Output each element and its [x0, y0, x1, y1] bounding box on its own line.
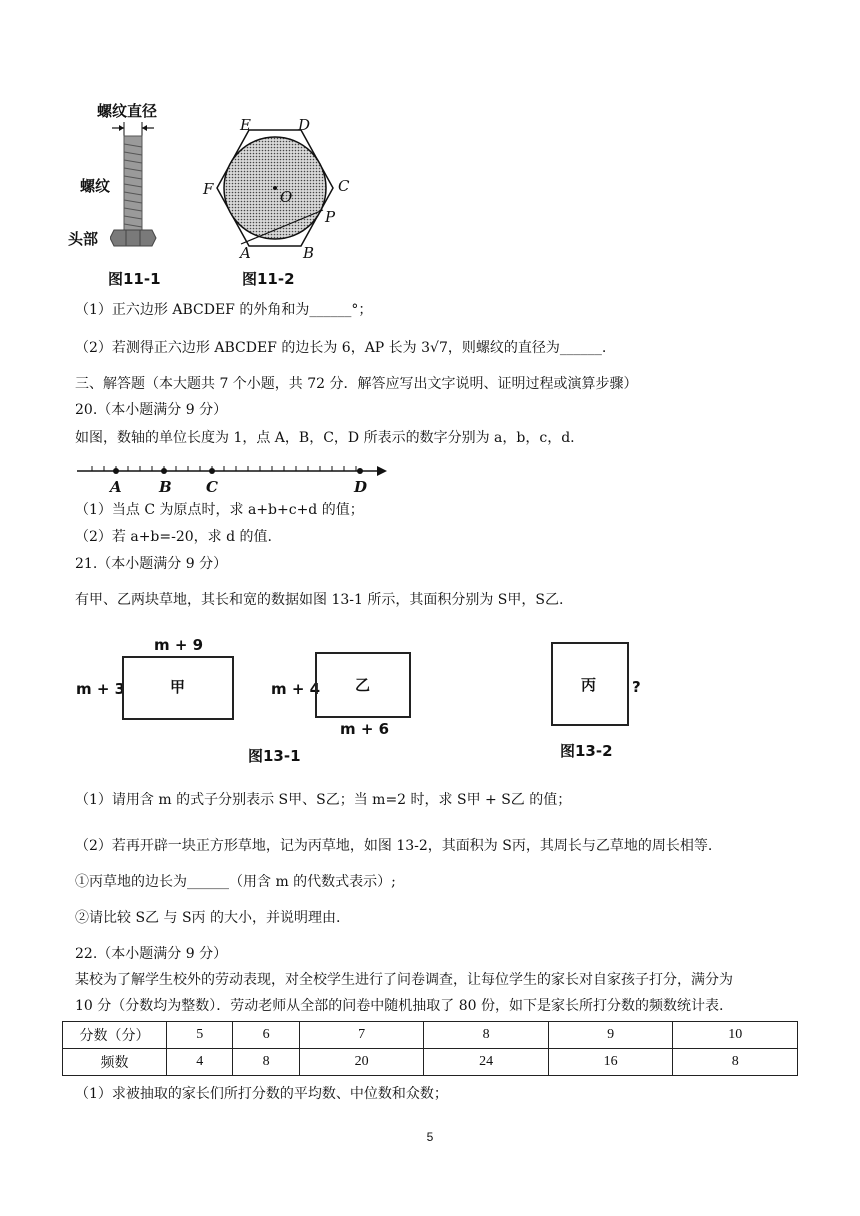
q22-header: 22.（本小题满分 9 分） — [75, 946, 228, 962]
q22-stem-line2: 10 分（分数均为整数）．劳动老师从全部的问卷中随机抽取了 80 份，如下是家长所打分数的频数统计表. — [75, 998, 724, 1014]
point-p-label: P — [325, 208, 336, 226]
rect-yi — [315, 652, 411, 718]
q22-part1: （1）求被抽取的家长们所打分数的平均数、中位数和众数； — [75, 1086, 448, 1102]
table-cell: 9 — [548, 1022, 673, 1049]
table-cell: 8 — [233, 1049, 299, 1076]
figure-11-2-caption: 图11-2 — [242, 270, 295, 288]
vertex-f-label: F — [203, 180, 214, 198]
table-cell: 5 — [167, 1022, 233, 1049]
q21-header: 21.（本小题满分 9 分） — [75, 556, 228, 572]
jia-top-label: m + 9 — [154, 636, 204, 654]
q21-part2: （2）若再开辟一块正方形草地，记为丙草地，如图 13-2，其面积为 S丙，其周长与乙草地的周长相等. — [75, 838, 713, 854]
table-cell: 16 — [548, 1049, 673, 1076]
axis-label-d: D — [354, 478, 368, 496]
q20-part2: （2）若 a+b=-20，求 d 的值. — [75, 529, 272, 545]
table-header-frequency: 频数 — [63, 1049, 167, 1076]
point-b-dot — [161, 468, 167, 474]
q21-sub2: ②请比较 S乙 与 S丙 的大小，并说明理由. — [75, 910, 341, 926]
jia-left-label: m + 3 — [76, 680, 126, 698]
rect-yi-name: 乙 — [355, 676, 371, 694]
rect-jia — [122, 656, 234, 720]
table-row — [63, 1049, 798, 1076]
rect-bing — [551, 642, 629, 726]
q20-header: 20.（本小题满分 9 分） — [75, 402, 228, 418]
point-a-dot — [113, 468, 119, 474]
vertex-b-label: B — [303, 244, 315, 262]
table-header-score: 分数（分） — [63, 1022, 167, 1049]
table-cell: 4 — [167, 1049, 233, 1076]
q19-part2: （2）若测得正六边形 ABCDEF 的边长为 6，AP 长为 3√7，则螺纹的直径为______. — [75, 340, 607, 356]
vertex-d-label: D — [298, 116, 311, 134]
q21-part1: （1）请用含 m 的式子分别表示 S甲、S乙；当 m=2 时，求 S甲 + S乙 的值； — [75, 792, 572, 808]
number-line — [75, 455, 395, 499]
q21-sub1: ①丙草地的边长为______（用含 m 的代数式表示）; — [75, 874, 396, 890]
vertex-c-label: C — [338, 177, 350, 195]
point-c-dot — [209, 468, 215, 474]
figure-13-1-caption: 图13-1 — [248, 747, 301, 765]
rect-jia-name: 甲 — [170, 678, 186, 696]
bolt-head-label: 头部 — [68, 230, 99, 248]
yi-left-label: m + 4 — [271, 680, 321, 698]
table-row — [63, 1022, 798, 1049]
table-cell: 24 — [424, 1049, 549, 1076]
vertex-e-label: E — [240, 116, 251, 134]
table-cell: 8 — [673, 1049, 798, 1076]
bolt-diameter-label: 螺纹直径 — [97, 102, 158, 120]
figure-13-2-caption: 图13-2 — [560, 742, 613, 760]
axis-label-b: B — [159, 478, 172, 496]
bolt-thread-label: 螺纹 — [80, 177, 111, 195]
section-3-heading: 三、解答题（本大题共 7 个小题，共 72 分．解答应写出文字说明、证明过程或演算步骤） — [75, 376, 638, 392]
frequency-table — [62, 1021, 798, 1076]
table-cell: 10 — [673, 1022, 798, 1049]
table-cell: 20 — [299, 1049, 424, 1076]
table-cell: 8 — [424, 1022, 549, 1049]
q22-stem-line1: 某校为了解学生校外的劳动表现，对全校学生进行了问卷调查，让每位学生的家长对自家孩子打分，满分为 — [75, 972, 733, 988]
axis-label-a: A — [110, 478, 122, 496]
q20-part1: （1）当点 C 为原点时，求 a+b+c+d 的值； — [75, 502, 364, 518]
table-cell: 6 — [233, 1022, 299, 1049]
yi-bottom-label: m + 6 — [340, 720, 390, 738]
rect-bing-name: 丙 — [581, 676, 597, 694]
point-d-dot — [357, 468, 363, 474]
vertex-a-label: A — [240, 244, 251, 262]
q21-stem: 有甲、乙两块草地，其长和宽的数据如图 13-1 所示，其面积分别为 S甲，S乙. — [75, 592, 564, 608]
page-number: 5 — [426, 1130, 434, 1144]
bolt-drawing — [110, 118, 170, 258]
figure-11-1-caption: 图11-1 — [108, 270, 161, 288]
q19-part1: （1）正六边形 ABCDEF 的外角和为______°； — [75, 302, 373, 318]
table-cell: 7 — [299, 1022, 424, 1049]
bing-side-question: ? — [632, 678, 641, 696]
center-o-label: O — [280, 188, 293, 206]
q20-stem: 如图，数轴的单位长度为 1，点 A，B，C，D 所表示的数字分别为 a，b，c，d. — [75, 430, 575, 446]
axis-label-c: C — [206, 478, 218, 496]
